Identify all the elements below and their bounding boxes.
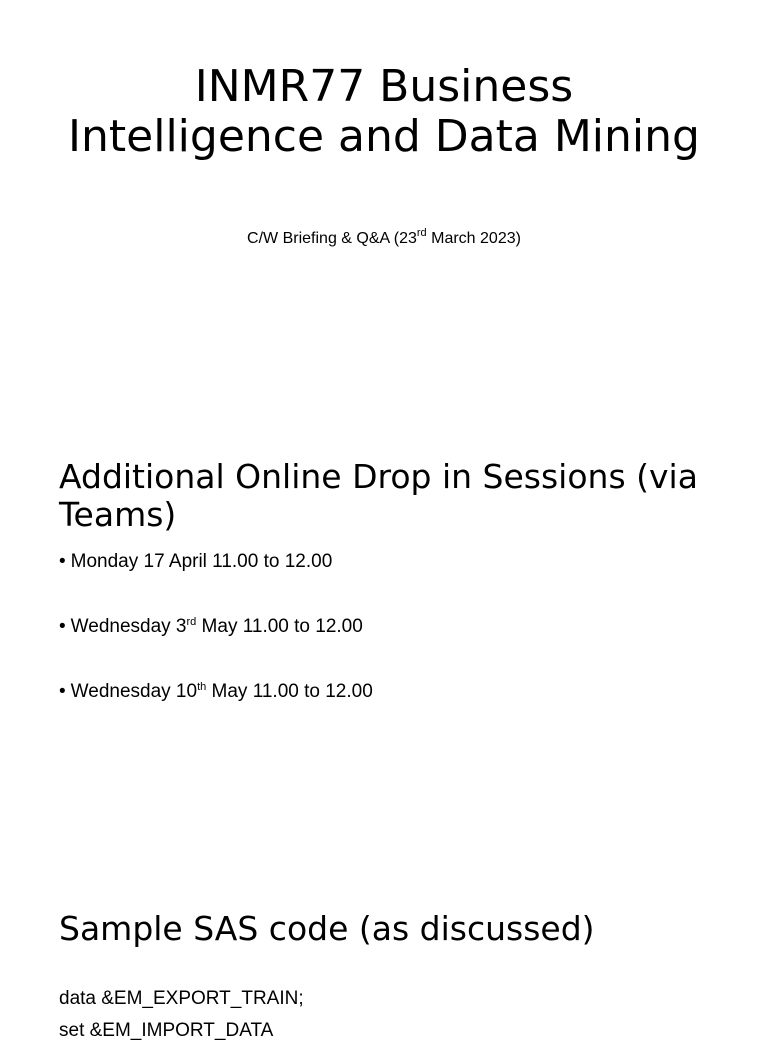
- list-item: [59, 680, 373, 745]
- subtitle-text: C/W Briefing & Q&A (23: [247, 230, 417, 247]
- sessions-slide: [0, 430, 768, 860]
- code-line: set &EM_IMPORT_DATA: [59, 1020, 274, 1041]
- session-text: Wednesday 3: [70, 616, 187, 637]
- bullet-marker: •: [59, 616, 66, 637]
- session-text: Wednesday 10: [70, 681, 198, 702]
- bullet-marker: •: [59, 681, 66, 702]
- sas-code-slide: [0, 860, 768, 1041]
- subtitle-ordinal-suffix: rd: [416, 227, 427, 239]
- code-line: data &EM_EXPORT_TRAIN;: [59, 988, 304, 1009]
- list-item: [59, 615, 373, 680]
- sas-heading: Sample SAS code (as discussed): [59, 909, 595, 948]
- slide-subtitle: [60, 229, 708, 249]
- subtitle-text-end: March 2023): [426, 230, 521, 247]
- session-text-end: May 11.00 to 12.00: [206, 681, 373, 702]
- title-slide: [0, 0, 768, 430]
- session-text: Monday 17 April 11.00 to 12.00: [70, 551, 333, 572]
- code-block: [59, 983, 304, 1047]
- bullet-marker: •: [59, 551, 66, 572]
- list-item: [59, 550, 373, 615]
- ordinal-suffix: th: [197, 681, 207, 693]
- slide-title: INMR77 Business Intelligence and Data Mining: [68, 61, 700, 162]
- sessions-heading: Additional Online Drop in Sessions (via Teams): [59, 457, 698, 534]
- session-text-end: May 11.00 to 12.00: [196, 616, 363, 637]
- sessions-list: [59, 550, 373, 745]
- ordinal-suffix: rd: [186, 616, 197, 628]
